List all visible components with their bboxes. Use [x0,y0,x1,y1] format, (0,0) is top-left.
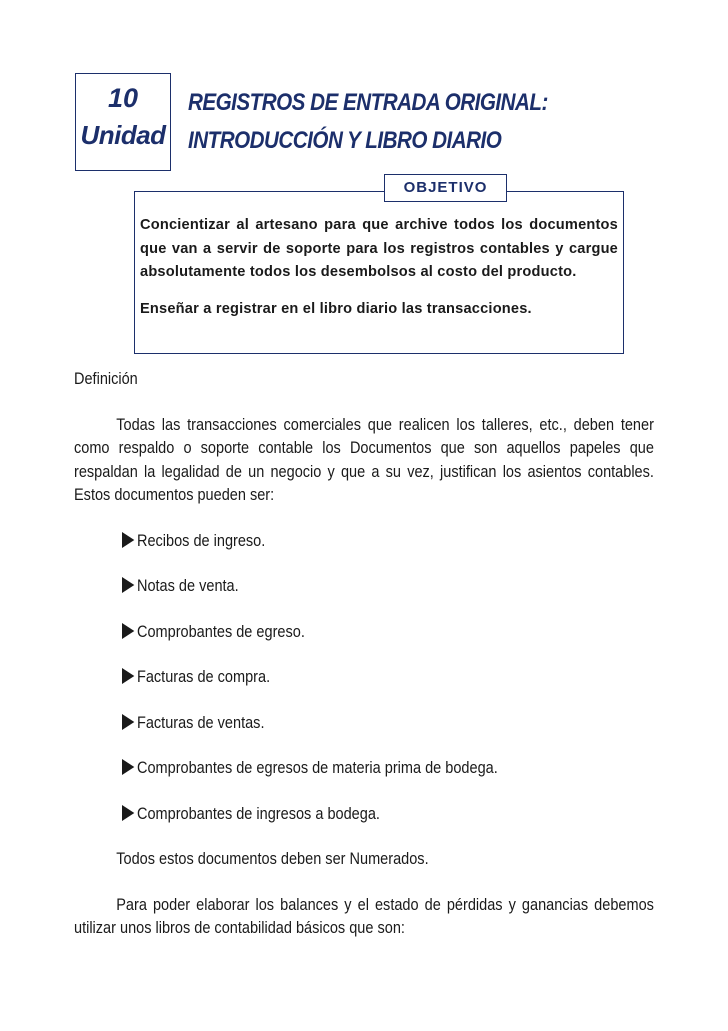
list-item: Comprobantes de egreso. [122,621,590,645]
document-list [74,530,654,827]
list-item: Comprobantes de egresos de materia prima de bodega. [122,757,590,781]
triangle-bullet-icon [122,532,134,548]
page-title [188,84,548,160]
list-item: Notas de venta. [122,575,590,599]
section-heading: Definición [74,370,138,388]
numbered-note: Todos estos documentos deben ser Numerados. [116,850,429,868]
triangle-bullet-icon [122,759,134,775]
title-line-1: REGISTROS DE ENTRADA ORIGINAL: [188,89,548,116]
list-item: Comprobantes de ingresos a bodega. [122,803,590,827]
triangle-bullet-icon [122,805,134,821]
unit-number: 10 [107,83,139,113]
title-line-2: INTRODUCCIÓN Y LIBRO DIARIO [188,127,502,154]
objective-paragraph-1: Concientizar al artesano para que archive todos los documentos que van a servir de soporte para los registros contables y cargue absolutamente todos los desembolsos al costo del producto. [140,217,618,280]
list-item: Recibos de ingreso. [122,530,590,554]
body-text [74,368,654,941]
intro-paragraph: Todas las transacciones comerciales que realicen los talleres, etc., deben tener como respaldo o soporte contable los Documentos que son aquellos papeles que respaldan la legalidad de un negocio y que a su vez, justifican los asientos contables. Estos documentos pueden ser: [74,415,654,504]
list-item: Facturas de compra. [122,666,590,690]
objective-paragraph-2: Enseñar a registrar en el libro diario las transacciones. [140,300,532,317]
objective-tag: OBJETIVO [384,174,507,202]
unit-label: Unidad [80,120,166,150]
triangle-bullet-icon [122,577,134,593]
triangle-bullet-icon [122,668,134,684]
triangle-bullet-icon [122,623,134,639]
closing-paragraph: Para poder elaborar los balances y el estado de pérdidas y ganancias debemos utilizar unos libros de contabilidad básicos que son: [74,895,654,937]
objective-text [140,214,618,321]
list-item: Facturas de ventas. [122,712,590,736]
triangle-bullet-icon [122,714,134,730]
unit-box [75,73,171,171]
